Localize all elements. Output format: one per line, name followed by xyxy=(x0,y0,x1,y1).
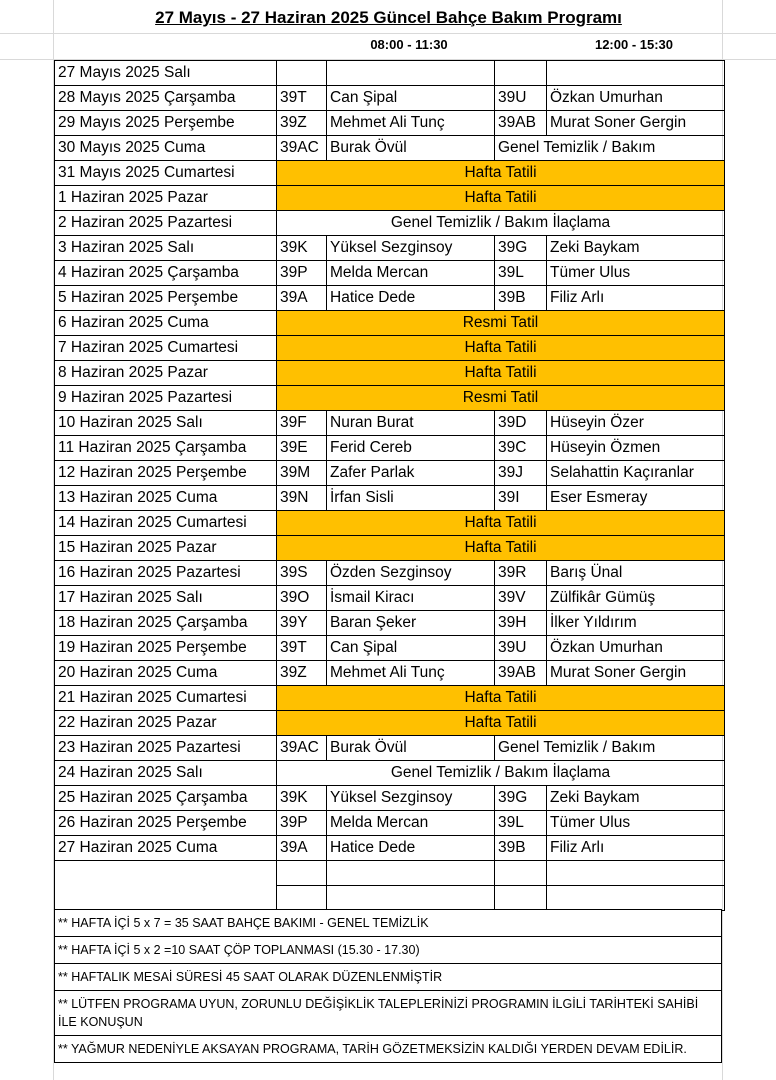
unit-code-afternoon: 39J xyxy=(495,461,547,486)
date-cell: 21 Haziran 2025 Cumartesi xyxy=(55,686,277,711)
unit-code-afternoon: 39AB xyxy=(495,111,547,136)
resident-name-afternoon: Filiz Arlı xyxy=(547,836,725,861)
unit-code-afternoon: 39G xyxy=(495,786,547,811)
unit-code-morning: 39A xyxy=(277,836,327,861)
date-cell: 19 Haziran 2025 Perşembe xyxy=(55,636,277,661)
empty-cell xyxy=(547,861,725,886)
holiday-cell: Resmi Tatil xyxy=(277,311,725,336)
date-cell: 8 Haziran 2025 Pazar xyxy=(55,361,277,386)
unit-code-afternoon: 39V xyxy=(495,586,547,611)
table-row xyxy=(55,736,725,761)
date-cell: 28 Mayıs 2025 Çarşamba xyxy=(55,86,277,111)
resident-name-afternoon: Tümer Ulus xyxy=(547,811,725,836)
empty-cell xyxy=(277,861,327,886)
table-row xyxy=(55,786,725,811)
resident-name-afternoon: Hüseyin Özer xyxy=(547,411,725,436)
table-row xyxy=(55,161,725,186)
unit-code-morning: 39A xyxy=(277,286,327,311)
table-row xyxy=(55,586,725,611)
table-row xyxy=(55,661,725,686)
unit-code-morning: 39K xyxy=(277,236,327,261)
holiday-cell: Hafta Tatili xyxy=(277,511,725,536)
holiday-cell: Hafta Tatili xyxy=(277,686,725,711)
table-row xyxy=(55,111,725,136)
unit-code-morning: 39AC xyxy=(277,736,327,761)
unit-code-afternoon: 39I xyxy=(495,486,547,511)
resident-name-afternoon: Özkan Umurhan xyxy=(547,636,725,661)
date-cell: 20 Haziran 2025 Cuma xyxy=(55,661,277,686)
note-rain-delay: ** YAĞMUR NEDENİYLE AKSAYAN PROGRAMA, TARİH GÖZETMEKSİZİN KALDIĞI YERDEN DEVAM EDİLİR. xyxy=(54,1036,722,1063)
table-row xyxy=(55,186,725,211)
resident-name-afternoon: Zülfikâr Gümüş xyxy=(547,586,725,611)
empty-cell xyxy=(495,61,547,86)
unit-code-afternoon: 39B xyxy=(495,286,547,311)
schedule-table xyxy=(54,60,725,911)
resident-name-morning: Ferid Cereb xyxy=(327,436,495,461)
unit-code-afternoon: 39AB xyxy=(495,661,547,686)
table-row xyxy=(55,486,725,511)
date-cell: 31 Mayıs 2025 Cumartesi xyxy=(55,161,277,186)
empty-cell xyxy=(327,61,495,86)
unit-code-morning: 39Y xyxy=(277,611,327,636)
resident-name-afternoon: Selahattin Kaçıranlar xyxy=(547,461,725,486)
resident-name-afternoon: Özkan Umurhan xyxy=(547,86,725,111)
table-row xyxy=(55,611,725,636)
table-row xyxy=(55,536,725,561)
date-cell: 3 Haziran 2025 Salı xyxy=(55,236,277,261)
resident-name-morning: Yüksel Sezginsoy xyxy=(327,236,495,261)
date-cell: 5 Haziran 2025 Perşembe xyxy=(55,286,277,311)
table-row xyxy=(55,311,725,336)
date-cell: 24 Haziran 2025 Salı xyxy=(55,761,277,786)
unit-code-afternoon: 39G xyxy=(495,236,547,261)
unit-code-afternoon: 39D xyxy=(495,411,547,436)
note-follow-program: ** LÜTFEN PROGRAMA UYUN, ZORUNLU DEĞİŞİKLİK TALEPLERİNİZİ PROGRAMIN İLGİLİ TARİHTEKİ SAHİBİ İLE KONUŞUN xyxy=(54,991,722,1036)
unit-code-morning: 39F xyxy=(277,411,327,436)
unit-code-morning: 39Z xyxy=(277,661,327,686)
unit-code-morning: 39AC xyxy=(277,136,327,161)
unit-code-morning: 39O xyxy=(277,586,327,611)
table-row xyxy=(55,761,725,786)
header-afternoon-slot: 12:00 - 15:30 xyxy=(594,37,674,52)
empty-row xyxy=(55,861,725,886)
resident-name-afternoon: Tümer Ulus xyxy=(547,261,725,286)
empty-cell xyxy=(495,886,547,911)
holiday-cell: Hafta Tatili xyxy=(277,161,725,186)
note-weekly-hours: ** HAFTALIK MESAİ SÜRESİ 45 SAAT OLARAK DÜZENLENMİŞTİR xyxy=(54,964,722,991)
empty-cell xyxy=(547,61,725,86)
date-cell: 6 Haziran 2025 Cuma xyxy=(55,311,277,336)
resident-name-afternoon: Murat Soner Gergin xyxy=(547,661,725,686)
unit-code-morning: 39Z xyxy=(277,111,327,136)
notes-section xyxy=(54,909,722,1063)
empty-cell xyxy=(327,861,495,886)
holiday-cell: Hafta Tatili xyxy=(277,536,725,561)
unit-code-morning: 39N xyxy=(277,486,327,511)
resident-name-morning: Özden Sezginsoy xyxy=(327,561,495,586)
header-morning-slot: 08:00 - 11:30 xyxy=(370,37,448,52)
table-row xyxy=(55,461,725,486)
holiday-cell: Resmi Tatil xyxy=(277,386,725,411)
date-cell: 16 Haziran 2025 Pazartesi xyxy=(55,561,277,586)
resident-name-morning: Can Şipal xyxy=(327,86,495,111)
resident-name-morning: İsmail Kiracı xyxy=(327,586,495,611)
empty-cell xyxy=(327,886,495,911)
table-row xyxy=(55,711,725,736)
table-row xyxy=(55,236,725,261)
empty-cell xyxy=(55,886,277,911)
empty-cell xyxy=(277,61,327,86)
resident-name-morning: Zafer Parlak xyxy=(327,461,495,486)
date-cell: 25 Haziran 2025 Çarşamba xyxy=(55,786,277,811)
unit-code-afternoon: 39R xyxy=(495,561,547,586)
date-cell: 26 Haziran 2025 Perşembe xyxy=(55,811,277,836)
date-cell: 14 Haziran 2025 Cumartesi xyxy=(55,511,277,536)
unit-code-morning: 39M xyxy=(277,461,327,486)
resident-name-afternoon: Hüseyin Özmen xyxy=(547,436,725,461)
empty-cell xyxy=(495,861,547,886)
date-cell: 10 Haziran 2025 Salı xyxy=(55,411,277,436)
resident-name-afternoon: Zeki Baykam xyxy=(547,786,725,811)
resident-name-afternoon: İlker Yıldırım xyxy=(547,611,725,636)
resident-name-morning: Mehmet Ali Tunç xyxy=(327,111,495,136)
date-cell: 13 Haziran 2025 Cuma xyxy=(55,486,277,511)
schedule-body xyxy=(55,61,725,911)
resident-name-morning: Melda Mercan xyxy=(327,811,495,836)
table-row xyxy=(55,436,725,461)
resident-name-morning: Can Şipal xyxy=(327,636,495,661)
table-row xyxy=(55,561,725,586)
empty-row xyxy=(55,886,725,911)
date-cell: 15 Haziran 2025 Pazar xyxy=(55,536,277,561)
date-cell: 2 Haziran 2025 Pazartesi xyxy=(55,211,277,236)
table-row xyxy=(55,361,725,386)
unit-code-afternoon: 39U xyxy=(495,86,547,111)
date-cell: 12 Haziran 2025 Perşembe xyxy=(55,461,277,486)
unit-code-afternoon: 39B xyxy=(495,836,547,861)
resident-name-morning: Hatice Dede xyxy=(327,286,495,311)
table-row xyxy=(55,136,725,161)
date-cell: 23 Haziran 2025 Pazartesi xyxy=(55,736,277,761)
table-row xyxy=(55,411,725,436)
date-cell: 22 Haziran 2025 Pazar xyxy=(55,711,277,736)
table-row xyxy=(55,286,725,311)
resident-name-morning: Burak Övül xyxy=(327,736,495,761)
date-cell: 1 Haziran 2025 Pazar xyxy=(55,186,277,211)
resident-name-afternoon: Eser Esmeray xyxy=(547,486,725,511)
unit-code-afternoon: 39U xyxy=(495,636,547,661)
date-cell: 11 Haziran 2025 Çarşamba xyxy=(55,436,277,461)
unit-code-afternoon: 39H xyxy=(495,611,547,636)
holiday-cell: Hafta Tatili xyxy=(277,336,725,361)
resident-name-afternoon: Filiz Arlı xyxy=(547,286,725,311)
unit-code-morning: 39T xyxy=(277,636,327,661)
unit-code-morning: 39K xyxy=(277,786,327,811)
table-row xyxy=(55,386,725,411)
resident-name-morning: Melda Mercan xyxy=(327,261,495,286)
page-title: 27 Mayıs - 27 Haziran 2025 Güncel Bahçe Bakım Programı xyxy=(155,8,622,27)
holiday-cell: Hafta Tatili xyxy=(277,711,725,736)
empty-cell xyxy=(277,886,327,911)
unit-code-afternoon: 39C xyxy=(495,436,547,461)
unit-code-morning: 39T xyxy=(277,86,327,111)
empty-cell xyxy=(547,886,725,911)
unit-code-morning: 39S xyxy=(277,561,327,586)
maintenance-note: Genel Temizlik / Bakım xyxy=(495,736,725,761)
date-cell: 27 Mayıs 2025 Salı xyxy=(55,61,277,86)
note-weekday-garbage: ** HAFTA İÇİ 5 x 2 =10 SAAT ÇÖP TOPLANMASI (15.30 - 17.30) xyxy=(54,937,722,964)
table-row xyxy=(55,636,725,661)
maintenance-note: Genel Temizlik / Bakım İlaçlama xyxy=(277,211,725,236)
table-row xyxy=(55,836,725,861)
resident-name-morning: Nuran Burat xyxy=(327,411,495,436)
unit-code-afternoon: 39L xyxy=(495,811,547,836)
resident-name-morning: Mehmet Ali Tunç xyxy=(327,661,495,686)
resident-name-morning: Hatice Dede xyxy=(327,836,495,861)
resident-name-morning: Yüksel Sezginsoy xyxy=(327,786,495,811)
resident-name-morning: Baran Şeker xyxy=(327,611,495,636)
unit-code-morning: 39P xyxy=(277,811,327,836)
holiday-cell: Hafta Tatili xyxy=(277,361,725,386)
table-row xyxy=(55,261,725,286)
date-cell: 17 Haziran 2025 Salı xyxy=(55,586,277,611)
resident-name-afternoon: Murat Soner Gergin xyxy=(547,111,725,136)
date-cell: 27 Haziran 2025 Cuma xyxy=(55,836,277,861)
table-row xyxy=(55,686,725,711)
resident-name-morning: Burak Övül xyxy=(327,136,495,161)
date-cell: 4 Haziran 2025 Çarşamba xyxy=(55,261,277,286)
unit-code-morning: 39E xyxy=(277,436,327,461)
table-row xyxy=(55,336,725,361)
date-cell: 9 Haziran 2025 Pazartesi xyxy=(55,386,277,411)
maintenance-note: Genel Temizlik / Bakım İlaçlama xyxy=(277,761,725,786)
table-row xyxy=(55,511,725,536)
resident-name-afternoon: Zeki Baykam xyxy=(547,236,725,261)
note-weekday-garden: ** HAFTA İÇİ 5 x 7 = 35 SAAT BAHÇE BAKIMI - GENEL TEMİZLİK xyxy=(54,910,722,937)
empty-cell xyxy=(55,861,277,886)
resident-name-morning: İrfan Sisli xyxy=(327,486,495,511)
maintenance-note: Genel Temizlik / Bakım xyxy=(495,136,725,161)
holiday-cell: Hafta Tatili xyxy=(277,186,725,211)
unit-code-morning: 39P xyxy=(277,261,327,286)
unit-code-afternoon: 39L xyxy=(495,261,547,286)
table-row xyxy=(55,211,725,236)
resident-name-afternoon: Barış Ünal xyxy=(547,561,725,586)
date-cell: 30 Mayıs 2025 Cuma xyxy=(55,136,277,161)
table-row xyxy=(55,61,725,86)
table-row xyxy=(55,86,725,111)
date-cell: 7 Haziran 2025 Cumartesi xyxy=(55,336,277,361)
date-cell: 18 Haziran 2025 Çarşamba xyxy=(55,611,277,636)
table-row xyxy=(55,811,725,836)
date-cell: 29 Mayıs 2025 Perşembe xyxy=(55,111,277,136)
